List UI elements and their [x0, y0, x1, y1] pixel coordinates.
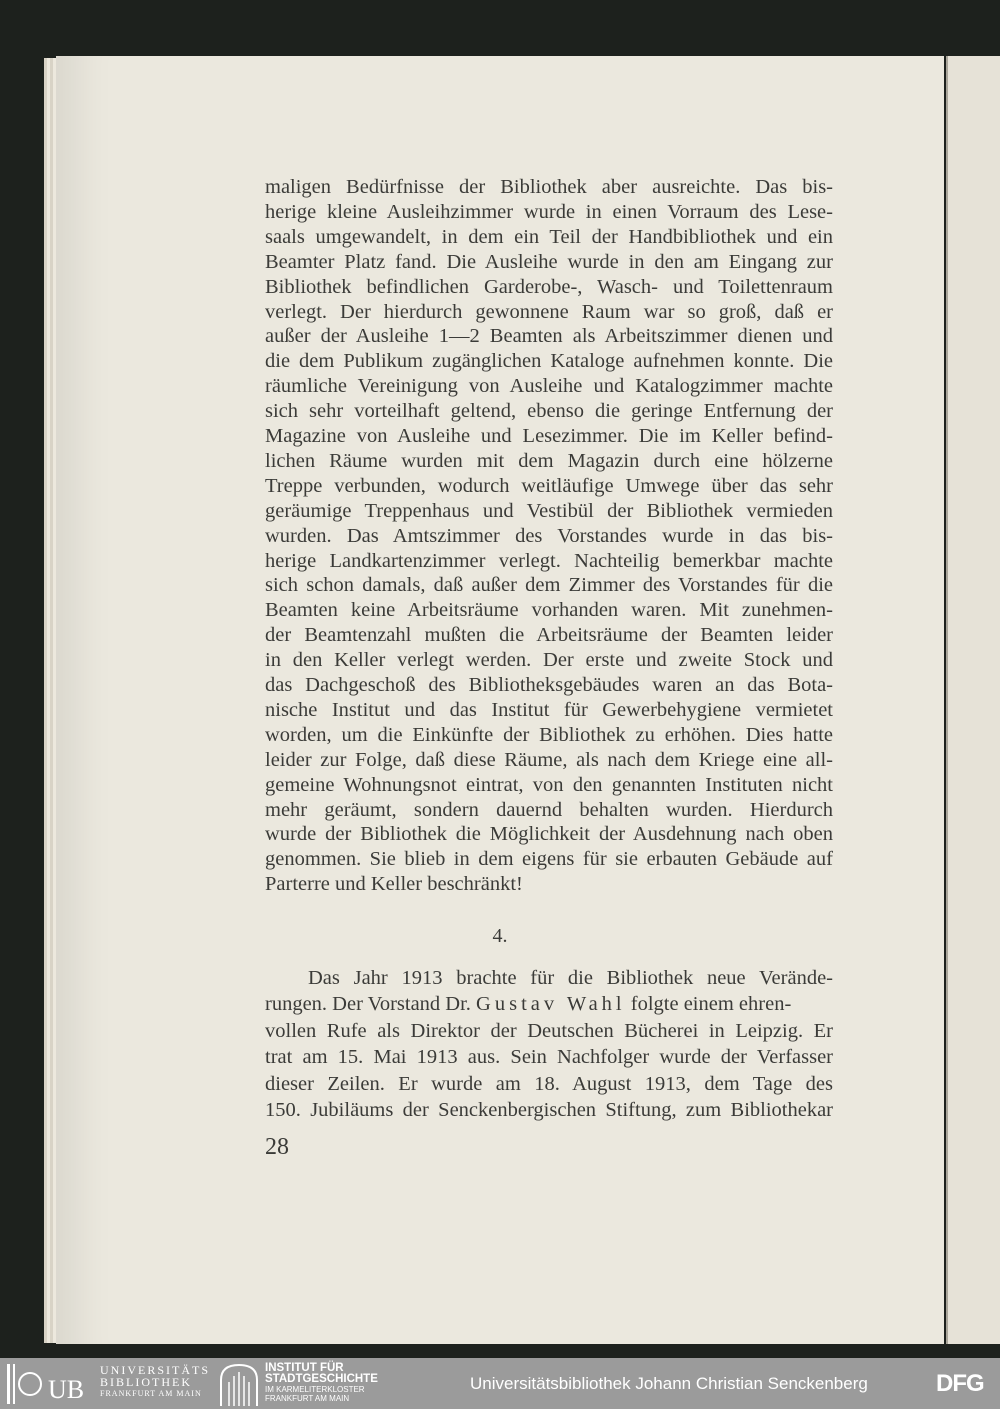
text-line: vollen Rufe als Direktor der Deutschen Bücherei in Leipzig. Er: [265, 1019, 833, 1042]
footer-bar: [0, 1358, 1000, 1409]
text-line: nische Institut und das Institut für Gewerbehygiene vermietet: [265, 698, 833, 721]
text-line: mehr geräumt, sondern dauernd behalten wurden. Hierdurch: [265, 798, 833, 821]
text-line: wurde der Bibliothek die Möglichkeit der Ausdehnung nach oben: [265, 823, 833, 846]
text-span: folgte einem ehren-: [625, 993, 792, 1016]
isg-logo-icon: [218, 1362, 260, 1406]
text-line: Treppe verbunden, wodurch weitläufige Umwege über das sehr: [265, 474, 833, 497]
library-title: Universitätsbibliothek Johann Christian Senckenberg: [470, 1374, 868, 1393]
text-line: die dem Publikum zugänglichen Kataloge aufnehmen konnte. Die: [265, 350, 833, 373]
text-line: gemeine Wohnungsnot eintrat, von den genannten Instituten nicht: [265, 773, 833, 796]
text-line: wurden. Das Amtszimmer des Vorstandes wurde in das bis-: [265, 524, 833, 547]
text-line: in den Keller verlegt werden. Der erste und zweite Stock und: [265, 649, 833, 672]
text-line: außer der Ausleihe 1—2 Beamten als Arbeitszimmer dienen und: [265, 325, 833, 348]
text-line: Magazine von Ausleihe und Lesezimmer. Die im Keller befind-: [265, 425, 833, 447]
ub-logo-icon: [6, 1362, 96, 1406]
text-line: Beamten keine Arbeitsräume vorhanden waren. Mit zunehmen-: [265, 599, 833, 622]
text-line: worden, um die Einkünfte der Bibliothek zu erhöhen. Dies hatte: [265, 723, 833, 746]
text-line: Bibliothek befindlichen Garderobe-, Wasch- und Toilettenraum: [265, 275, 833, 298]
text-line: räumliche Vereinigung von Ausleihe und Katalogzimmer machte: [265, 375, 833, 398]
text-line: maligen Bedürfnisse der Bibliothek aber ausreichte. Das bis-: [265, 176, 833, 198]
dfg-logo: DFG: [936, 1370, 984, 1397]
isg-logo-text: INSTITUT FÜR STADTGESCHICHTE IM KARMELITERKLOSTER FRANKFURT AM MAIN: [265, 1362, 378, 1403]
text-span: rungen. Der Vorstand Dr.: [265, 993, 477, 1016]
text-line: sich schon damals, daß außer dem Zimmer des Vorstandes für die: [265, 574, 833, 597]
text-line: saals umgewandelt, in dem ein Teil der Handbibliothek und ein: [265, 225, 833, 248]
text-line: genommen. Sie blieb in dem eigens für sie erbauten Gebäude auf: [265, 848, 833, 871]
text-line: herige kleine Ausleihzimmer wurde in einen Vorraum des Lese-: [265, 200, 833, 223]
text-line: Beamter Platz fand. Die Ausleihe wurde in den am Eingang zur: [265, 250, 833, 273]
text-line: Das Jahr 1913 brachte für die Bibliothek neue Verände-: [308, 967, 833, 989]
text-line: verlegt. Der hierdurch gewonnene Raum war so groß, daß er: [265, 300, 833, 323]
text-line: leider zur Folge, daß diese Räume, als nach dem Kriege eine all-: [265, 748, 833, 771]
text-line: dieser Zeilen. Er wurde am 18. August 1913, dem Tage des: [265, 1072, 833, 1095]
text-line: herige Landkartenzimmer verlegt. Nachteilig bemerkbar machte: [265, 549, 833, 572]
text-line: [265, 992, 833, 1016]
text-line: Parterre und Keller beschränkt!: [265, 873, 523, 896]
text-line: geräumige Treppenhaus und Vestibül der Bibliothek vermieden: [265, 499, 833, 522]
facing-page-edge: [946, 56, 1000, 1344]
person-name: Gustav Wahl: [476, 993, 626, 1016]
text-line: sich sehr vorteilhaft geltend, ebenso die geringe Entfernung der: [265, 400, 833, 423]
text-line: 150. Jubiläums der Senckenbergischen Stiftung, zum Bibliothekar: [265, 1099, 833, 1121]
ub-logo-text: UNIVERSITÄTS BIBLIOTHEK FRANKFURT AM MAIN: [100, 1363, 210, 1398]
text-line: der Beamtenzahl mußten die Arbeitsräume der Beamten leider: [265, 624, 833, 647]
text-line: das Dachgeschoß des Bibliotheksgebäudes waren an das Bota-: [265, 674, 833, 696]
text-line: trat am 15. Mai 1913 aus. Sein Nachfolger wurde der Verfasser: [265, 1046, 833, 1069]
svg-text:UB: UB: [48, 1375, 85, 1404]
page-number: 28: [265, 1134, 289, 1160]
text-line: lichen Räume wurden mit dem Magazin durch eine hölzerne: [265, 449, 833, 472]
section-number: 4.: [492, 925, 508, 947]
